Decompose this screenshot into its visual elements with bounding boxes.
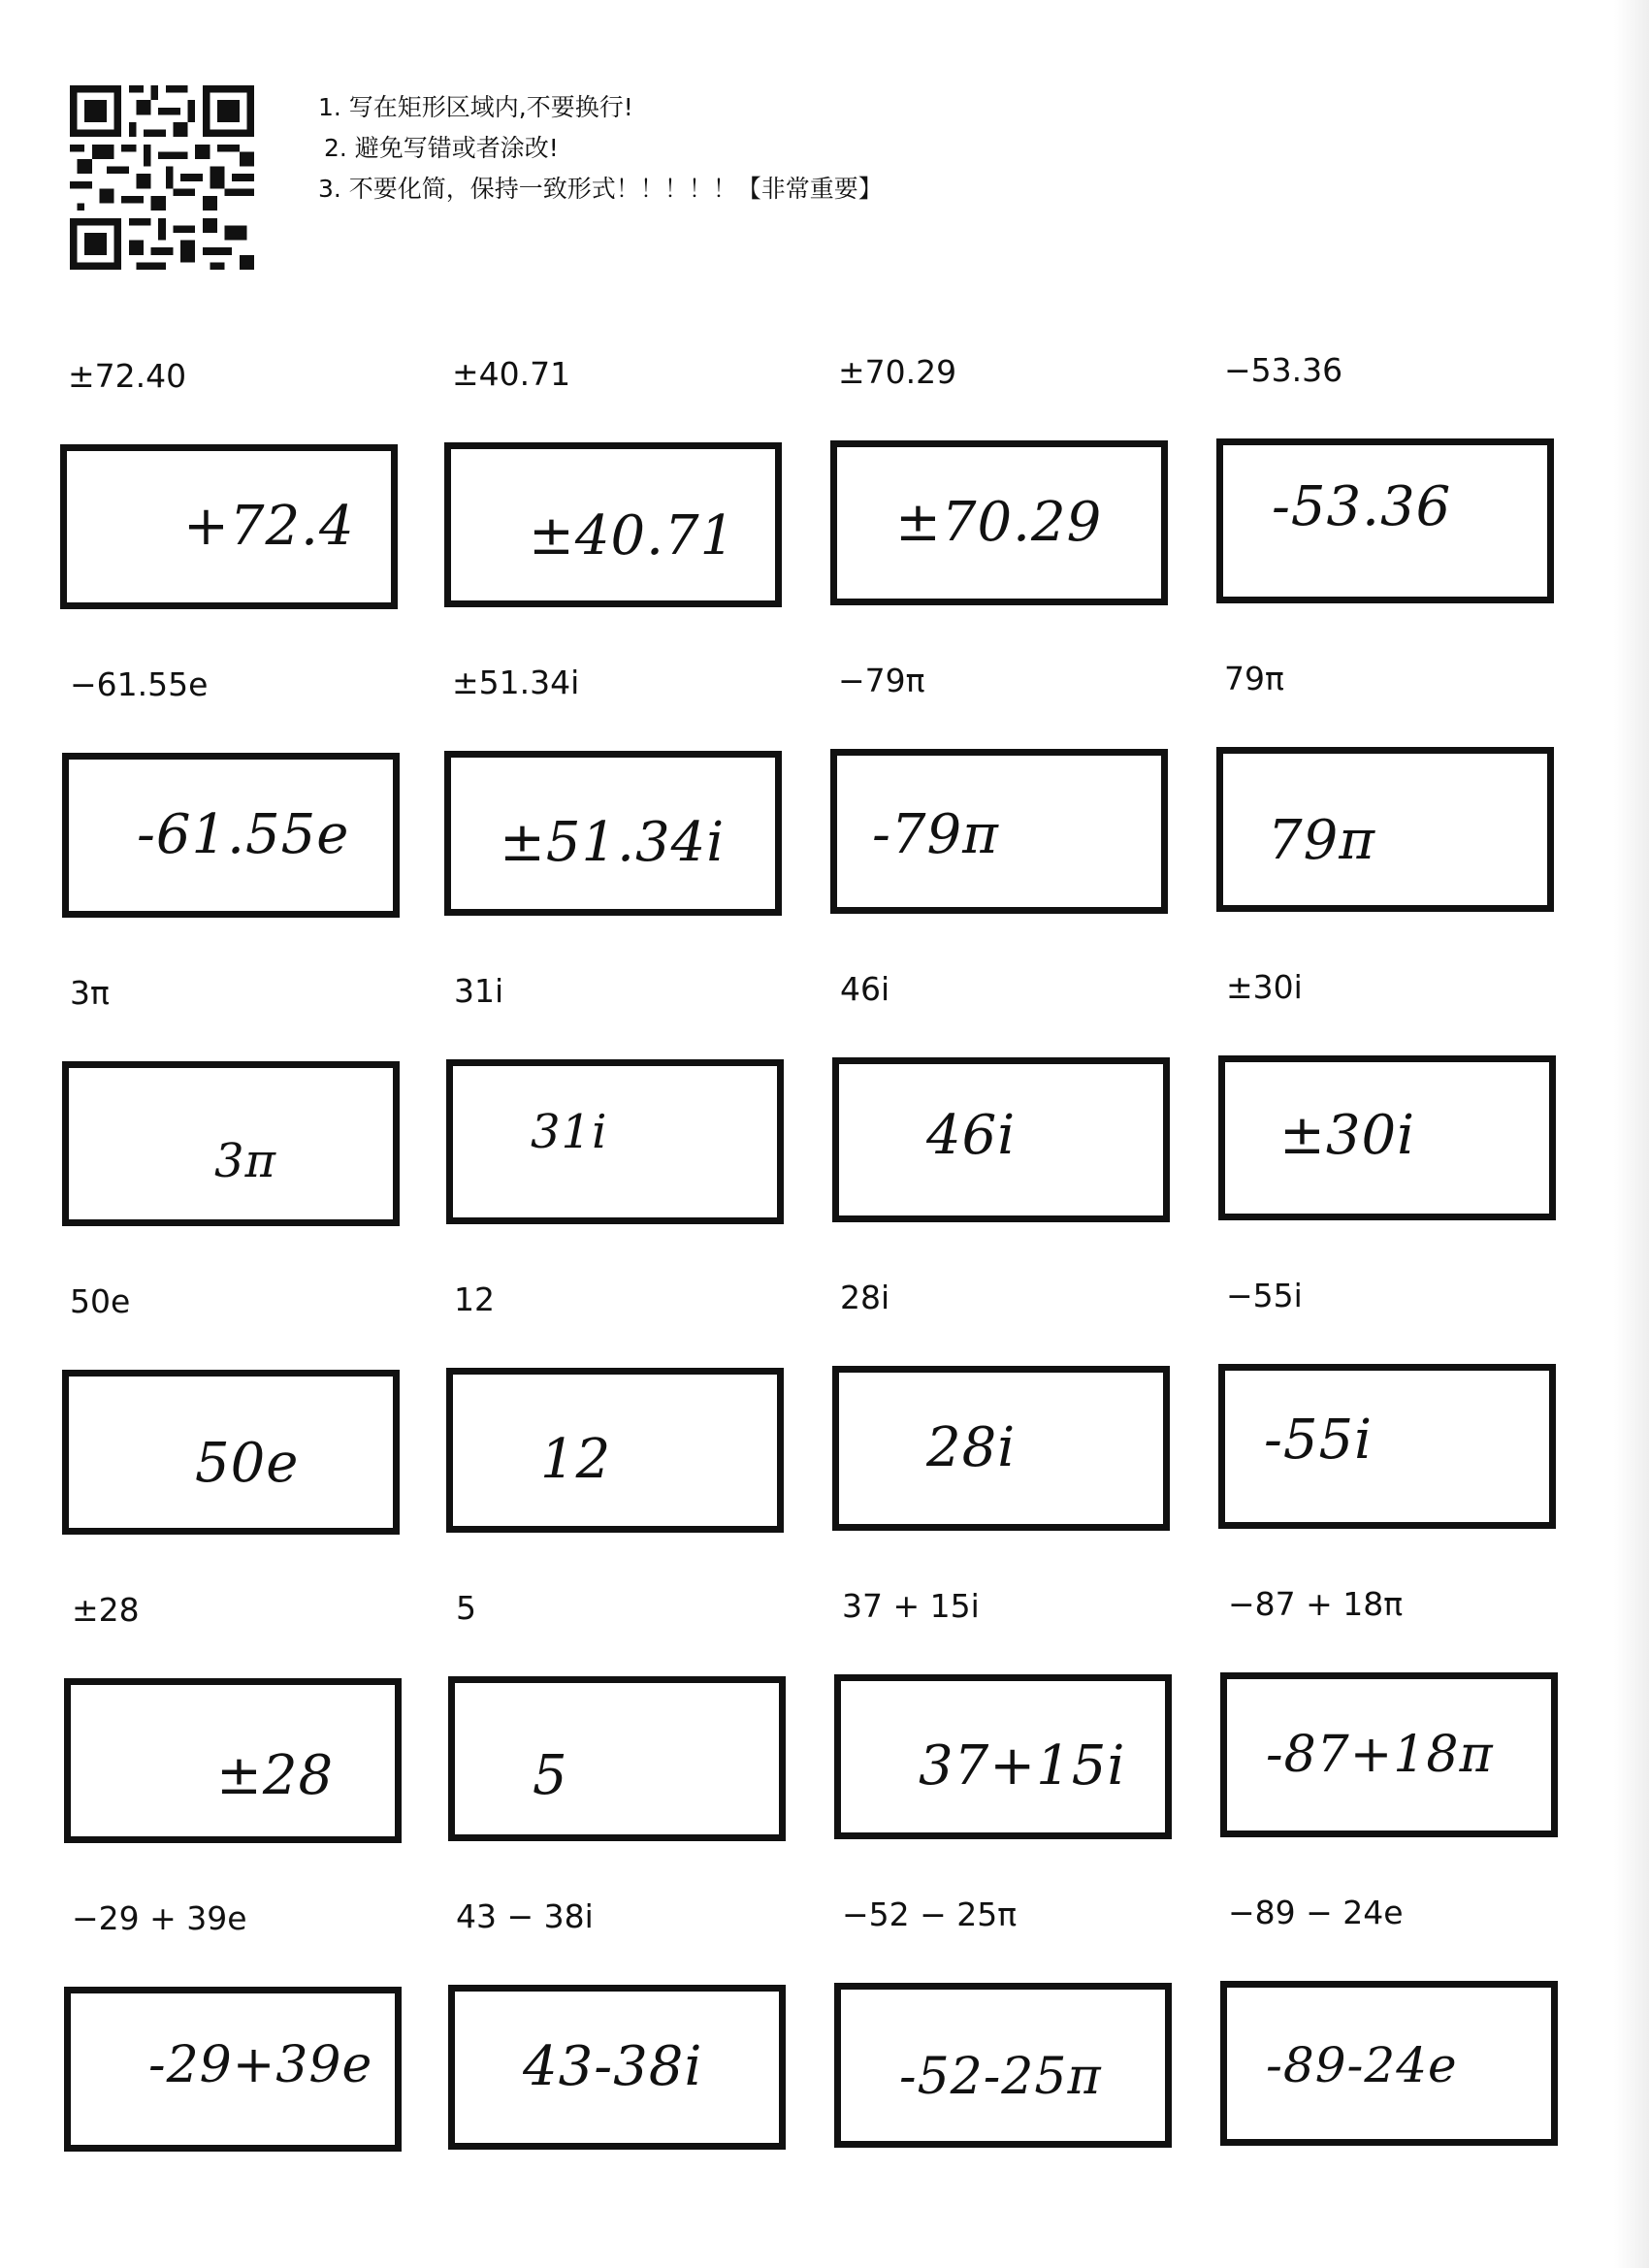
answer-box[interactable]: [446, 1059, 784, 1224]
answer-box[interactable]: [446, 1368, 784, 1533]
prompt-label: ±51.34i: [452, 664, 580, 701]
answer-cell: [1216, 660, 1566, 941]
answer-box[interactable]: [64, 1678, 402, 1843]
handwritten-answer: 46i: [926, 1104, 1017, 1167]
answer-box[interactable]: [444, 751, 782, 916]
instruction-line-1: 1. 写在矩形区域内,不要换行!: [318, 93, 633, 121]
answer-cell: [834, 1895, 1183, 2177]
answer-cell: [446, 972, 795, 1253]
handwritten-answer: ±28: [216, 1744, 335, 1807]
answer-box[interactable]: [830, 440, 1168, 605]
answer-cell: [1220, 1585, 1569, 1866]
answer-cell: [446, 1280, 795, 1562]
prompt-label: 46i: [840, 970, 890, 1008]
answer-box[interactable]: [1218, 1364, 1556, 1529]
handwritten-answer: ±51.34i: [500, 811, 726, 874]
handwritten-answer: 28i: [926, 1416, 1017, 1479]
prompt-label: 31i: [454, 972, 504, 1010]
handwritten-answer: ±70.29: [895, 491, 1103, 554]
answer-box[interactable]: [1220, 1672, 1558, 1837]
answer-box[interactable]: [64, 1987, 402, 2152]
handwritten-answer: -53.36: [1272, 475, 1452, 538]
prompt-label: 43 − 38i: [456, 1897, 594, 1935]
answer-cell: [62, 974, 411, 1255]
answer-box[interactable]: [1216, 438, 1554, 603]
answer-cell: [830, 353, 1180, 634]
answer-cell: [832, 1279, 1181, 1560]
answer-box[interactable]: [62, 1370, 400, 1535]
prompt-label: ±40.71: [452, 355, 571, 393]
answer-cell: [444, 664, 793, 945]
prompt-label: 3π: [70, 974, 110, 1012]
prompt-label: −53.36: [1224, 351, 1343, 389]
instruction-line-3: 3. 不要化简，保持一致形式！！！！！【非常重要】: [318, 175, 883, 203]
prompt-label: −61.55e: [70, 665, 209, 703]
answer-box[interactable]: [1216, 747, 1554, 912]
answer-cell: [64, 1899, 413, 2181]
prompt-label: −29 + 39e: [72, 1899, 247, 1937]
prompt-label: −55i: [1226, 1277, 1303, 1314]
handwritten-answer: 31i: [531, 1105, 608, 1159]
answer-cell: [62, 665, 411, 947]
prompt-label: 37 + 15i: [842, 1587, 980, 1625]
handwritten-answer: -79π: [872, 803, 999, 866]
answer-box[interactable]: [1218, 1055, 1556, 1220]
handwritten-answer: -87+18π: [1266, 1726, 1494, 1784]
answer-box[interactable]: [834, 1674, 1172, 1839]
handwritten-answer: 79π: [1268, 809, 1376, 872]
prompt-label: ±28: [72, 1591, 140, 1629]
answer-cell: [1220, 1894, 1569, 2175]
handwritten-answer: -55i: [1264, 1409, 1374, 1472]
prompt-label: −89 − 24e: [1228, 1894, 1404, 1931]
answer-cell: [448, 1897, 797, 2179]
handwritten-answer: 3π: [214, 1134, 277, 1188]
prompt-label: ±30i: [1226, 968, 1303, 1006]
prompt-label: ±72.40: [68, 357, 187, 395]
answer-box[interactable]: [448, 1676, 786, 1841]
prompt-label: ±70.29: [838, 353, 957, 391]
handwritten-answer: -89-24e: [1266, 2037, 1458, 2093]
handwritten-answer: ±30i: [1279, 1104, 1416, 1167]
answer-box[interactable]: [832, 1057, 1170, 1222]
handwritten-answer: ±40.71: [529, 504, 736, 567]
handwritten-answer: +72.4: [183, 495, 355, 558]
answer-box[interactable]: [60, 444, 398, 609]
answer-box[interactable]: [834, 1983, 1172, 2148]
answer-box[interactable]: [448, 1985, 786, 2150]
answer-cell: [60, 357, 409, 638]
answer-cell: [62, 1282, 411, 1564]
answer-cell: [1218, 1277, 1568, 1558]
prompt-label: −52 − 25π: [842, 1895, 1018, 1933]
answer-box[interactable]: [832, 1366, 1170, 1531]
handwritten-answer: 12: [540, 1428, 612, 1491]
answer-cell: [1218, 968, 1568, 1249]
handwritten-answer: 43-38i: [523, 2035, 703, 2098]
prompt-label: 28i: [840, 1279, 890, 1316]
answer-cell: [448, 1589, 797, 1870]
prompt-label: 12: [454, 1280, 495, 1318]
answer-box[interactable]: [62, 1061, 400, 1226]
handwritten-answer: -52-25π: [899, 2048, 1102, 2106]
handwritten-answer: -29+39e: [148, 2036, 373, 2094]
answer-box[interactable]: [1220, 1981, 1558, 2146]
prompt-label: 5: [456, 1589, 476, 1627]
answer-box[interactable]: [444, 442, 782, 607]
answer-cell: [834, 1587, 1183, 1868]
handwritten-answer: 5: [533, 1744, 568, 1807]
answer-box[interactable]: [830, 749, 1168, 914]
handwritten-answer: 50e: [195, 1432, 300, 1495]
instruction-line-2: 2. 避免写错或者涂改!: [324, 134, 559, 162]
handwritten-answer: 37+15i: [919, 1734, 1126, 1798]
prompt-label: −79π: [838, 662, 925, 699]
answer-cell: [64, 1591, 413, 1872]
prompt-label: −87 + 18π: [1228, 1585, 1404, 1623]
answer-box[interactable]: [62, 753, 400, 918]
prompt-label: 50e: [70, 1282, 131, 1320]
answer-cell: [832, 970, 1181, 1251]
answer-cell: [830, 662, 1180, 943]
answer-cell: [444, 355, 793, 636]
handwritten-answer: -61.55e: [137, 803, 350, 866]
answer-cell: [1216, 351, 1566, 632]
prompt-label: 79π: [1224, 660, 1284, 697]
